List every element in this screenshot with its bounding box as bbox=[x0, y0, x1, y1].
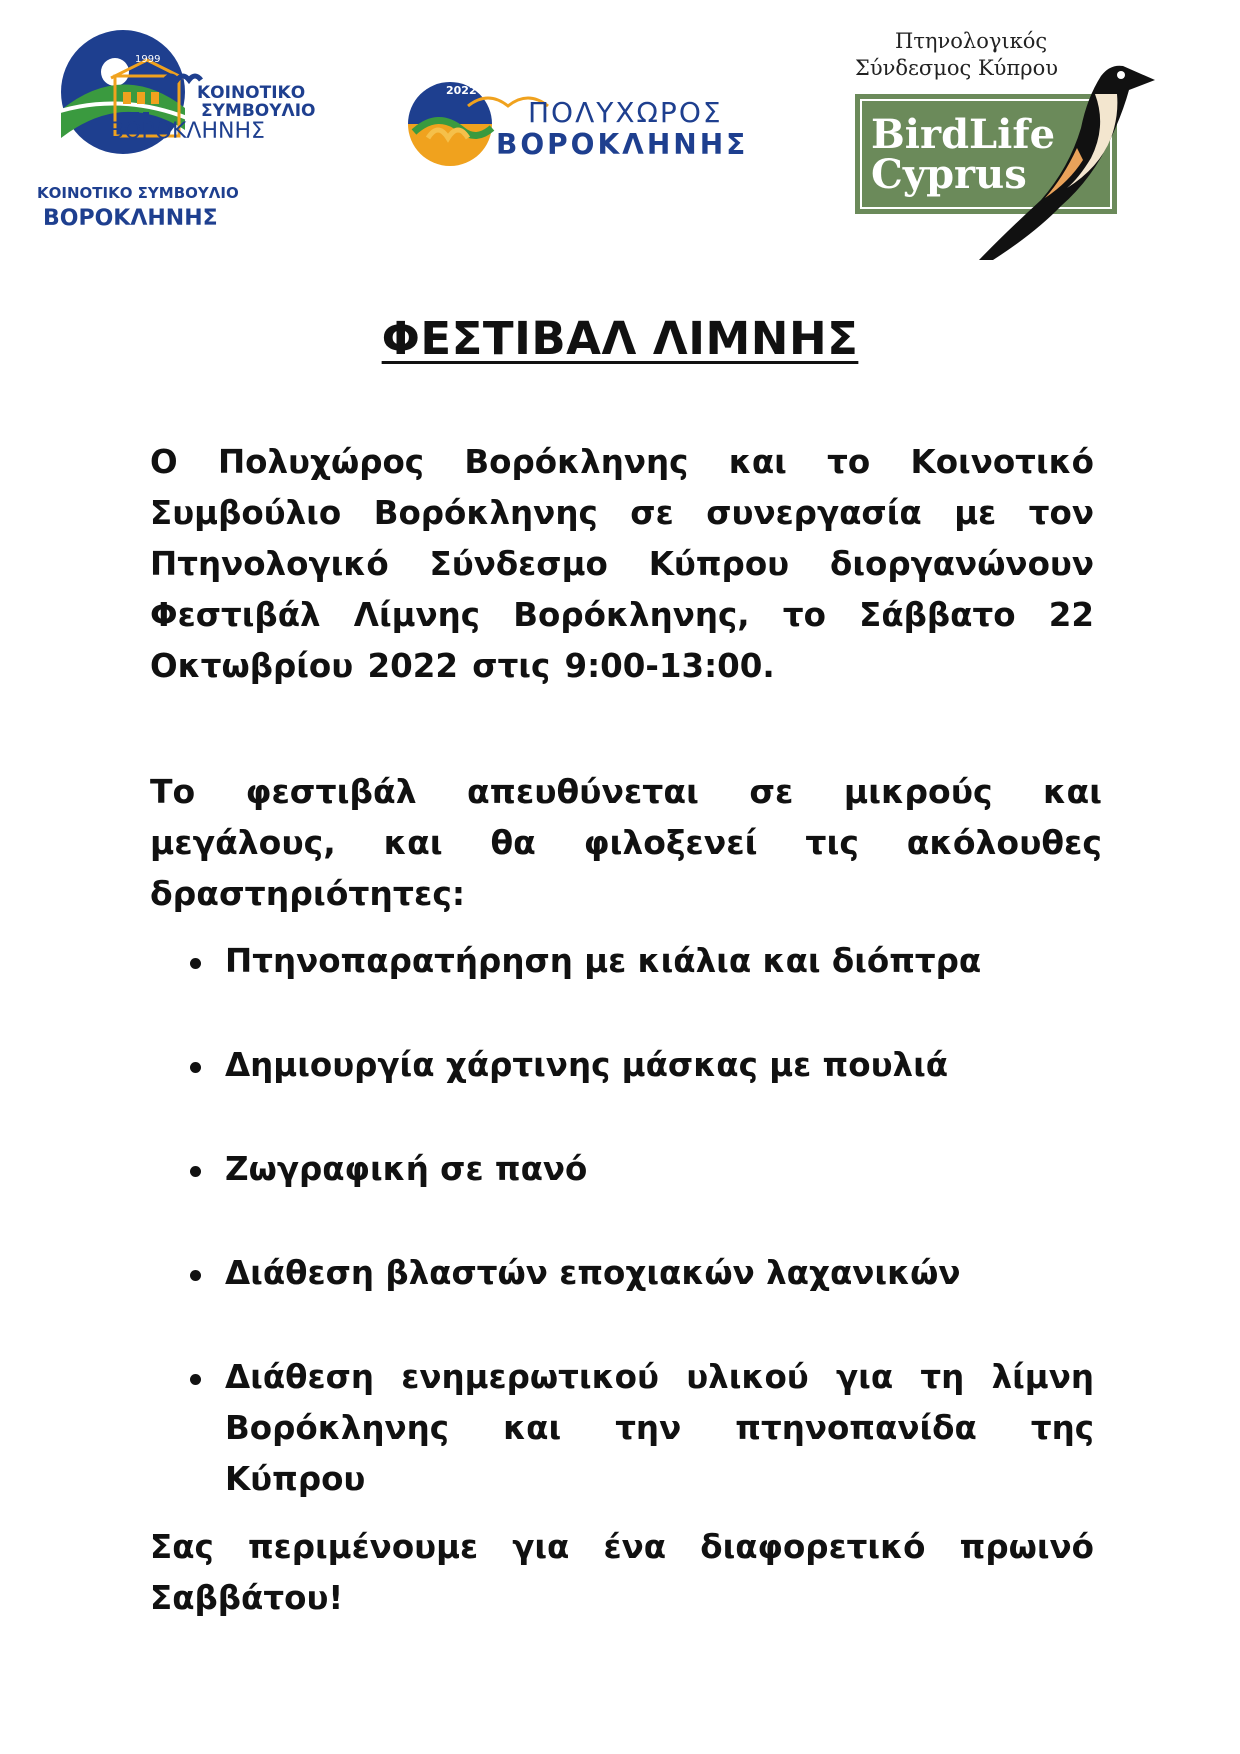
venue-logo-line1: ΠΟΛΥΧΩΡΟΣ bbox=[528, 96, 723, 129]
bullet-icon bbox=[190, 1166, 201, 1177]
list-item bbox=[150, 1040, 1094, 1091]
bullet-icon bbox=[190, 958, 201, 969]
birdlife-logo-brand1: BirdLife bbox=[871, 111, 1056, 158]
birdlife-logo-brand2: Cyprus bbox=[871, 151, 1027, 198]
council-logo-line2: ΣΥΜΒΟΥΛΙΟ bbox=[201, 101, 316, 121]
activity-text: Ζωγραφική σε πανό bbox=[225, 1150, 588, 1188]
council-logo-year: 1999 bbox=[135, 54, 161, 65]
activity-text: Διάθεση βλαστών εποχιακών λαχανικών bbox=[225, 1254, 961, 1292]
council-logo-line3: ΒΟΡΟΚΛΗΝΗΣ bbox=[109, 119, 265, 144]
list-item bbox=[150, 1144, 1094, 1195]
activities-list bbox=[150, 936, 1094, 1505]
intro-paragraph: Ο Πολυχώρος Βορόκληνης και το Κοινοτικό Συμβούλιο Βορόκληνης σε συνεργασία με τον Πτηνολογικό Σύνδεσμο Κύπρου διοργανώνουν Φεστιβάλ Λίμνης Βορόκληνης, το Σάββατο 22 Οκτωβρίου 2022 στις 9:00-13:00. bbox=[150, 443, 1094, 685]
birdlife-logo-line1: Πτηνολογικός bbox=[895, 29, 1048, 53]
activity-text: Διάθεση ενημερωτικού υλικού για τη λίμνη Βορόκληνης και την πτηνοπανίδα της Κύπρου bbox=[225, 1358, 1094, 1498]
venue-logo-line2: ΒΟΡΟΚΛΗΝΗΣ bbox=[496, 128, 749, 161]
venue-logo-year: 2022 bbox=[446, 84, 477, 97]
activity-text: Πτηνοπαρατήρηση με κιάλια και διόπτρα bbox=[225, 942, 982, 980]
birdlife-logo-line2: Σύνδεσμος Κύπρου bbox=[855, 56, 1058, 80]
page-title bbox=[0, 312, 1240, 365]
list-item bbox=[150, 1248, 1094, 1299]
council-logo-caption1: ΚΟΙΝΟΤΙΚΟ ΣΥΜΒΟΥΛΙΟ bbox=[37, 184, 239, 202]
page-title-text: ΦΕΣΤΙΒΑΛ ΛΙΜΝΗΣ bbox=[381, 312, 859, 365]
audience-paragraph: Το φεστιβάλ απευθύνεται σε μικρούς και μεγάλους, και θα φιλοξενεί τις ακόλουθες δραστηριότητες: bbox=[150, 772, 1102, 913]
council-logo-line1: ΚΟΙΝΟΤΙΚΟ bbox=[197, 83, 306, 103]
multipurpose-venue-logo bbox=[408, 80, 788, 170]
closing-paragraph: Σας περιμένουμε για ένα διαφορετικό πρωινό Σαββάτου! bbox=[150, 1528, 1094, 1617]
list-item bbox=[150, 936, 1094, 987]
community-council-logo bbox=[15, 20, 355, 250]
bullet-icon bbox=[190, 1062, 201, 1073]
bullet-icon bbox=[190, 1374, 201, 1385]
birdlife-cyprus-logo bbox=[855, 28, 1195, 266]
bullet-icon bbox=[190, 1270, 201, 1281]
activity-text: Δημιουργία χάρτινης μάσκας με πουλιά bbox=[225, 1046, 949, 1084]
council-logo-caption2: ΒΟΡΟΚΛΗΝΗΣ bbox=[43, 206, 218, 231]
list-item bbox=[150, 1352, 1094, 1505]
